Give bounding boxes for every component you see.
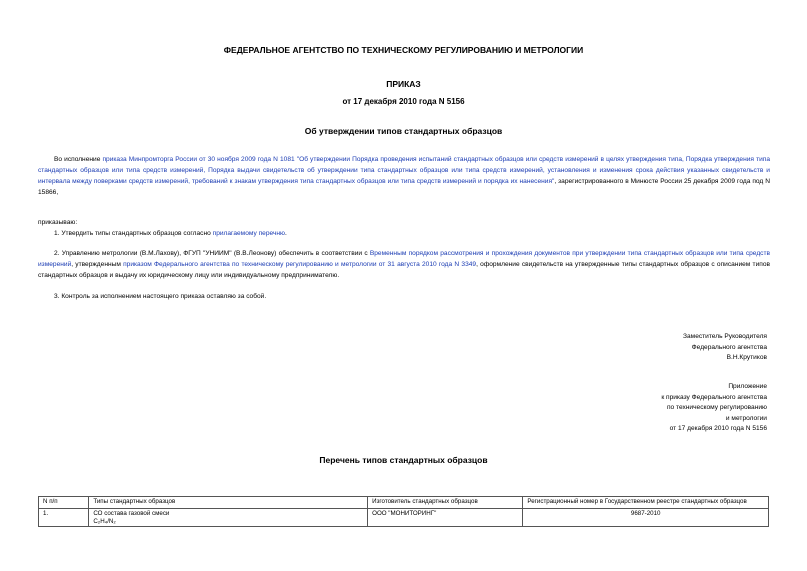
- signature-line-1: Заместитель Руководителя: [683, 333, 767, 340]
- intro-tail: , зарегистрированного в Минюсте России 25 декабря 2009 года под N 15866,: [38, 178, 770, 196]
- orders-label: приказываю:: [38, 219, 78, 226]
- agency-order-link[interactable]: приказом Федерального агентства по техническому регулированию и метрологии от 31 августа 2010 года N 3349: [123, 261, 477, 268]
- col-header-reg: Регистрационный номер в Государственном реестре стандартных образцов: [523, 497, 769, 509]
- appendix-line-1: Приложение: [728, 383, 767, 390]
- order-subject: Об утверждении типов стандартных образцов: [304, 126, 503, 136]
- intro-lead: Во исполнение: [54, 156, 103, 163]
- table-row: [39, 509, 769, 527]
- item-1: [38, 228, 770, 239]
- agency-heading: ФЕДЕРАЛЬНОЕ АГЕНТСТВО ПО ТЕХНИЧЕСКОМУ РЕГУЛИРОВАНИЮ И МЕТРОЛОГИИ: [223, 45, 584, 55]
- signature-line-2: Федерального агентства: [691, 343, 767, 351]
- item-2-mid: , утвержденным: [71, 261, 124, 268]
- col-header-type: Типы стандартных образцов: [89, 497, 368, 509]
- list-title: Перечень типов стандартных образцов: [319, 455, 488, 465]
- item-2-text: 2. Управлению метрологии (В.М.Лахову), ФГУП "УНИИМ" (В.В.Леонову) обеспечить в соответствии с: [54, 250, 370, 257]
- signature-line-3: В.Н.Крутиков: [726, 354, 767, 361]
- cell-formula: C₂H₄/N₂: [93, 518, 116, 525]
- cell-reg: 9687-2010: [523, 509, 769, 527]
- item-1-end: .: [284, 230, 287, 237]
- signature-block: [683, 332, 767, 364]
- item-3: 3. Контроль за исполнением настоящего приказа оставляю за собой.: [54, 293, 267, 300]
- intro-paragraph: [38, 154, 770, 198]
- appendix-line-4: и метрологии: [725, 414, 767, 422]
- col-header-num: N п/п: [39, 497, 89, 509]
- appendix-block: [661, 382, 767, 435]
- cell-maker: ООО "МОНИТОРИНГ": [368, 509, 523, 527]
- cell-num: 1.: [39, 509, 89, 527]
- col-header-maker: Изготовитель стандартных образцов: [368, 497, 523, 509]
- item-2: [38, 248, 770, 281]
- item-1-text: 1. Утвердить типы стандартных образцов согласно: [54, 230, 213, 237]
- order-date: от 17 декабря 2010 года N 5156: [342, 97, 465, 106]
- ministry-order-link[interactable]: приказа Минпромторга России от 30 ноября 2009 года N 1081 "Об утверждении Порядка проведения испытаний стандартных образцов или средств измерений в целях утверждения типа, Порядка утверждения типа стандартных образцов или типа средств измерений, Порядка выдачи свидетельств об утверждении типа стандартных образцов или типа средств измерений, установления и изменения срока действия указанных свидетельств и интервала между поверками средств измерений, требований к знакам утверждения типа стандартных образцов или типа средств измерений и порядка их нанесения": [38, 156, 771, 185]
- appendix-line-3: по техническому регулированию: [666, 404, 767, 411]
- appendix-line-2: к приказу Федерального агентства: [661, 393, 767, 401]
- attached-list-link[interactable]: прилагаемому перечню: [212, 230, 285, 237]
- cell-type: [89, 509, 368, 527]
- standards-table: [38, 496, 769, 527]
- temporary-procedure-link[interactable]: Временным порядком рассмотрения и прохождения документов при утверждении типа стандартных образцов или типа средств измерений: [38, 250, 770, 268]
- item-2-tail: , оформление свидетельств на утвержденные типы стандартных образцов с описанием типов стандартных образцов и выдачу их юридическому лицу или индивидуальному предпринимателю.: [38, 261, 770, 279]
- appendix-line-5: от 17 декабря 2010 года N 5156: [669, 425, 767, 432]
- table-header-row: [39, 497, 769, 509]
- cell-type-text: СО состава газовой смеси: [93, 510, 170, 517]
- order-heading: ПРИКАЗ: [386, 79, 421, 89]
